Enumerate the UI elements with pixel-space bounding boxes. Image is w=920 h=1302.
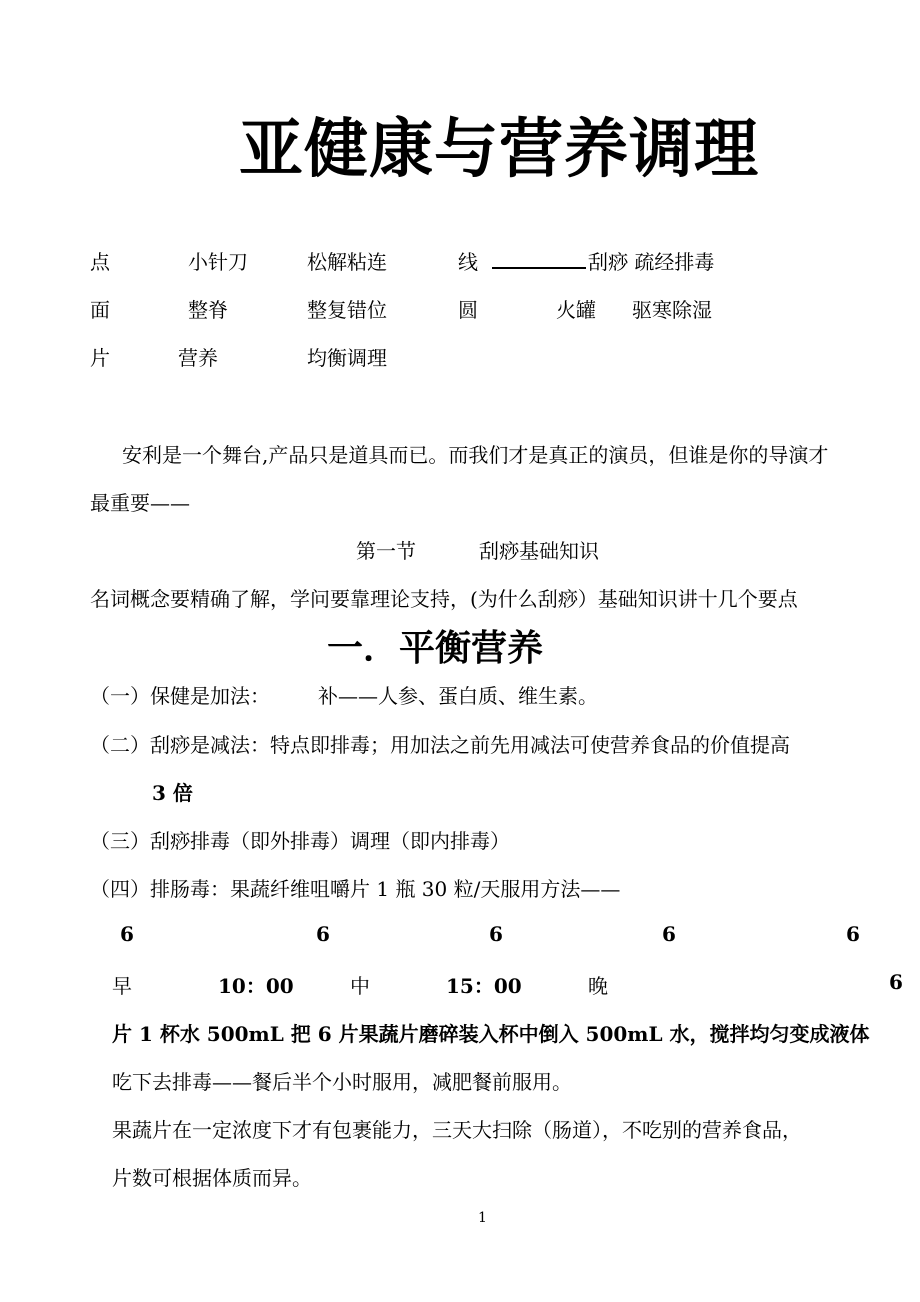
row1-col5	[492, 246, 714, 275]
row2-col4: 圆	[458, 298, 478, 322]
row2-col3: 整复错位	[307, 298, 387, 322]
schedule-time-2: 15：00	[446, 974, 522, 998]
dose-count-4: 6	[662, 922, 676, 946]
dose-count-1: 6	[120, 922, 134, 946]
intro-line-1: 安利是一个舞台,产品只是道具而已。而我们才是真正的演员，但谁是你的导演才	[122, 443, 829, 467]
row1-col3: 松解粘连	[307, 250, 387, 274]
schedule-evening: 晚	[588, 974, 608, 998]
page-number: 1	[478, 1210, 487, 1226]
row1-col1: 点	[90, 250, 110, 274]
row3-col3: 均衡调理	[307, 346, 387, 370]
item-2-line-1: （二）刮痧是减法：特点即排毒；用加法之前先用减法可使营养食品的价值提高	[90, 733, 790, 757]
dose-count-5: 6	[846, 922, 860, 946]
row3-col1: 片	[90, 346, 110, 370]
item-2-line-2: 3 倍	[152, 781, 193, 805]
concept-line: 名词概念要精确了解，学问要靠理论支持，(为什么刮痧）基础知识讲十几个要点	[90, 587, 798, 611]
row2-col1: 面	[90, 298, 110, 322]
item-4: （四）排肠毒：果蔬纤维咀嚼片 1 瓶 30 粒/天服用方法——	[90, 877, 621, 901]
schedule-noon: 中	[350, 974, 370, 998]
row3-col2: 营养	[178, 346, 218, 370]
item-1-text: 补——人参、蛋白质、维生素。	[318, 684, 598, 708]
row2-col5: 火罐	[556, 298, 596, 322]
row1-col5-text: 刮痧 疏经排毒	[588, 250, 715, 274]
section-label: 第一节	[356, 539, 416, 563]
dose-line-2: 吃下去排毒——餐后半个小时服用，减肥餐前服用。	[112, 1070, 572, 1094]
section-name: 刮痧基础知识	[479, 539, 599, 563]
intro-line-2: 最重要——	[90, 491, 190, 515]
schedule-count: 6	[889, 970, 903, 994]
dose-count-2: 6	[316, 922, 330, 946]
row2-col2: 整脊	[188, 298, 228, 322]
dose-line-1	[112, 1018, 869, 1047]
document-title: 亚健康与营养调理	[239, 112, 759, 187]
section-heading: 一．平衡营养	[326, 627, 543, 669]
note-line-2: 片数可根据体质而异。	[112, 1166, 312, 1190]
schedule-morning: 早	[112, 974, 132, 998]
row1-col4: 线	[458, 250, 478, 274]
item-3: （三）刮痧排毒（即外排毒）调理（即内排毒）	[90, 829, 510, 853]
note-line-1: 果蔬片在一定浓度下才有包裹能力，三天大扫除（肠道），不吃别的营养食品，	[112, 1118, 802, 1142]
dose-count-3: 6	[489, 922, 503, 946]
item-1-label: （一）保健是加法：	[90, 684, 270, 708]
dose-line-1-text: 片 1 杯水 500mL 把 6 片果蔬片磨碎装入杯中倒入 500mL 水，搅拌均匀变成液体	[112, 1022, 870, 1046]
fill-blank	[492, 249, 586, 269]
row2-col6: 驱寒除湿	[632, 298, 712, 322]
row1-col2: 小针刀	[188, 250, 248, 274]
schedule-time-1: 10：00	[218, 974, 294, 998]
